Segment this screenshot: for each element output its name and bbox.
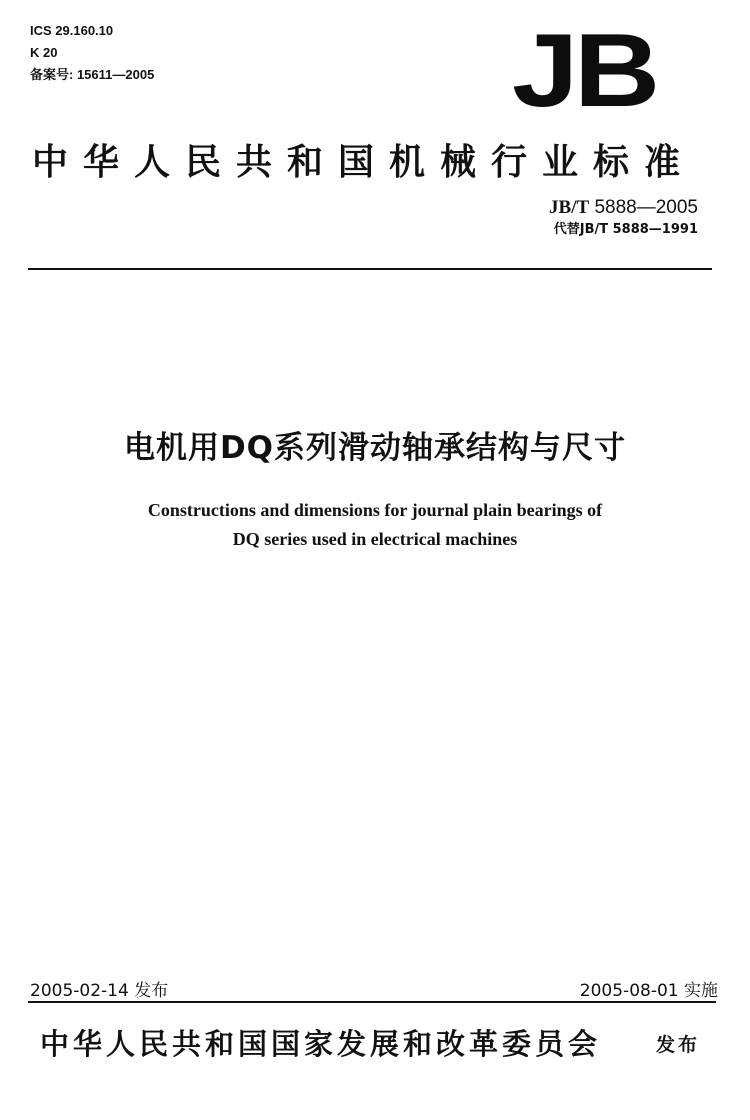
standard-number <box>549 196 698 220</box>
implementation-date: 2005-08-01 实施 <box>579 981 718 1001</box>
standard-number-value: 5888—2005 <box>589 197 698 218</box>
standard-prefix: JB/T <box>549 197 590 218</box>
document-title-chinese: 电机用DQ系列滑动轴承结构与尺寸 <box>123 430 627 466</box>
publish-label: 发布 <box>656 1034 701 1056</box>
publisher-name: 中华人民共和国国家发展和改革委员会 <box>40 1027 602 1061</box>
title-english-line-2: DQ series used in electrical machines <box>232 529 518 549</box>
title-english-line-1: Constructions and dimensions for journal plain bearings of <box>147 500 603 520</box>
jb-logo: JB <box>512 13 656 129</box>
document-metadata <box>30 20 154 86</box>
document-title-english <box>0 496 750 554</box>
bottom-divider <box>28 1001 716 1003</box>
standard-category-title: 中华人民共和国机械行业标准 <box>32 142 696 183</box>
ics-code: ICS 29.160.10 <box>30 23 114 38</box>
issue-date: 2005-02-14 发布 <box>30 981 169 1001</box>
top-divider <box>28 268 712 270</box>
record-number: 备案号: 15611—2005 <box>30 67 155 82</box>
standard-code-block <box>549 196 698 240</box>
replaced-standard: 代替JB/T 5888—1991 <box>553 222 698 237</box>
classification-code: K 20 <box>30 45 58 60</box>
